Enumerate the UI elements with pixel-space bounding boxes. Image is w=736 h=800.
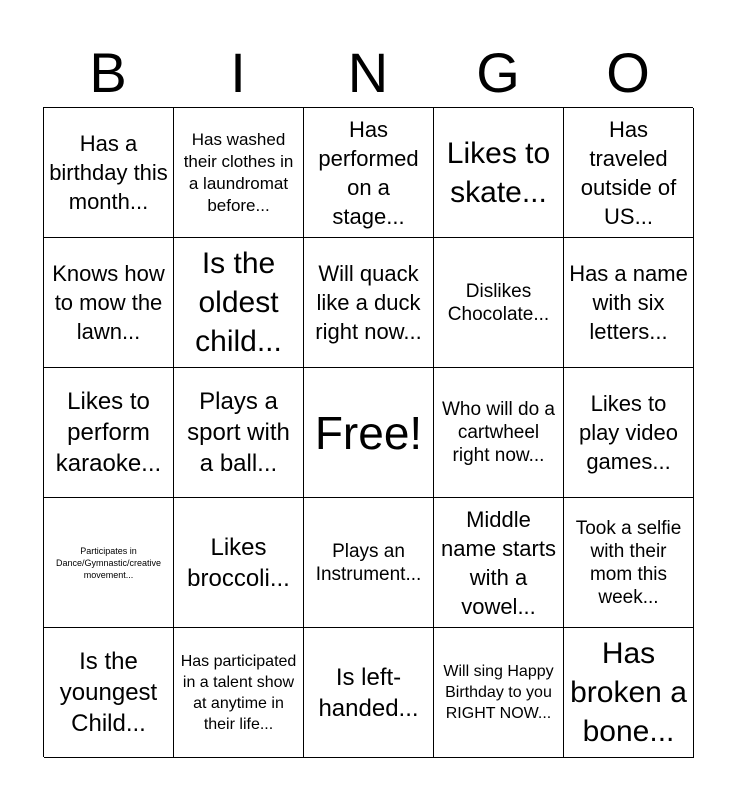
cell-text: Will quack like a duck right now...	[315, 261, 422, 344]
bingo-cell-r3-c2[interactable]	[174, 368, 304, 498]
free-space-label: Free!	[314, 406, 423, 459]
cell-text: Has a name with six letters...	[569, 261, 688, 344]
bingo-cell-r3-c1[interactable]	[44, 368, 174, 498]
cell-text: Took a selfie with their mom this week...	[575, 517, 682, 608]
bingo-cell-r3-c4[interactable]	[434, 368, 564, 498]
bingo-cell-r5-c2[interactable]	[174, 628, 304, 758]
cell-text: Likes to perform karaoke...	[55, 388, 162, 477]
bingo-cell-r5-c4[interactable]	[434, 628, 564, 758]
bingo-cell-r3-c5[interactable]	[564, 368, 694, 498]
cell-text: Who will do a cartwheel right now...	[442, 399, 555, 466]
bingo-cell-r2-c4[interactable]	[434, 238, 564, 368]
header-letter-o: O	[606, 41, 650, 104]
bingo-cell-r5-c3[interactable]	[304, 628, 434, 758]
bingo-cell-r1-c4[interactable]	[434, 108, 564, 238]
bingo-cell-free[interactable]	[304, 368, 434, 498]
bingo-cell-r2-c3[interactable]	[304, 238, 434, 368]
cell-text: Middle name starts with a vowel...	[441, 506, 556, 619]
cell-text: Plays a sport with a ball...	[187, 388, 290, 477]
bingo-cell-r4-c2[interactable]	[174, 498, 304, 628]
cell-text: Has a birthday this month...	[49, 131, 168, 214]
bingo-header	[43, 40, 693, 106]
cell-text: Has broken a bone...	[570, 637, 687, 748]
cell-text: Is left-handed...	[318, 663, 419, 722]
header-letter-b: B	[89, 41, 127, 104]
bingo-cell-r2-c5[interactable]	[564, 238, 694, 368]
cell-text: Likes broccoli...	[187, 533, 290, 592]
bingo-cell-r4-c3[interactable]	[304, 498, 434, 628]
cell-text: Will sing Happy Birthday to you RIGHT NOW...	[443, 663, 554, 722]
cell-text: Plays an Instrument...	[315, 540, 422, 585]
bingo-cell-r5-c1[interactable]	[44, 628, 174, 758]
bingo-cell-r4-c4[interactable]	[434, 498, 564, 628]
bingo-cell-r1-c1[interactable]	[44, 108, 174, 238]
cell-text: Is the youngest Child...	[59, 648, 158, 737]
bingo-cell-r2-c2[interactable]	[174, 238, 304, 368]
cell-text: Has participated in a talent show at anytime in their life...	[180, 652, 297, 733]
header-letter-i: I	[230, 41, 246, 104]
bingo-cell-r4-c5[interactable]	[564, 498, 694, 628]
cell-text: Is the oldest child...	[195, 247, 282, 358]
bingo-cell-r1-c3[interactable]	[304, 108, 434, 238]
cell-text: Dislikes Chocolate...	[447, 280, 550, 325]
cell-text: Participates in Dance/Gymnastic/creative movement...	[55, 545, 162, 580]
cell-text: Knows how to mow the lawn...	[52, 261, 165, 344]
bingo-cell-r1-c5[interactable]	[564, 108, 694, 238]
bingo-board	[43, 107, 693, 757]
cell-text: Has performed on a stage...	[318, 116, 419, 229]
bingo-cell-r4-c1[interactable]	[44, 498, 174, 628]
bingo-cell-r2-c1[interactable]	[44, 238, 174, 368]
cell-text: Has traveled outside of US...	[580, 116, 677, 229]
bingo-cell-r5-c5[interactable]	[564, 628, 694, 758]
cell-text: Likes to play video games...	[578, 391, 679, 474]
cell-text: Has washed their clothes in a laundromat before...	[183, 129, 294, 215]
header-letter-g: G	[476, 41, 520, 104]
cell-text: Likes to skate...	[446, 136, 551, 209]
header-letter-n: N	[347, 41, 389, 104]
bingo-cell-r1-c2[interactable]	[174, 108, 304, 238]
